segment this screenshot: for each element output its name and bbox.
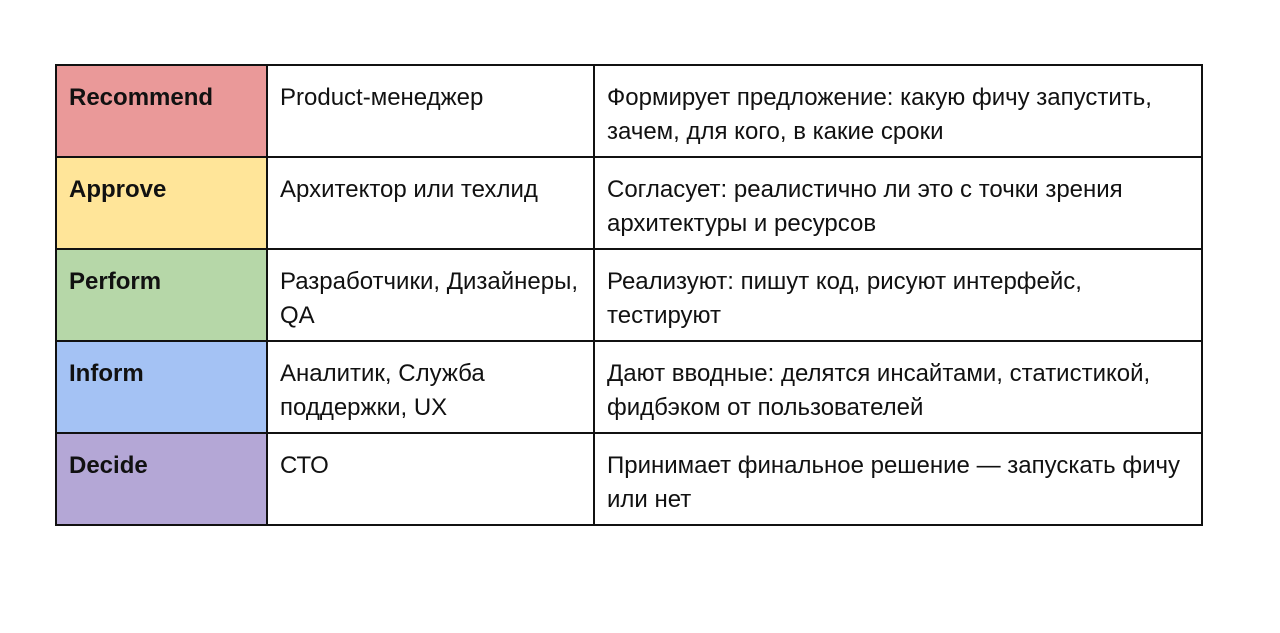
description-cell: Принимает финальное решение — запускать фичу или нет (594, 433, 1202, 525)
table-row-inform (56, 341, 1202, 433)
role-cell: Approve (56, 157, 267, 249)
who-cell: Архитектор или техлид (267, 157, 594, 249)
description-cell: Реализуют: пишут код, рисуют интерфейс, тестируют (594, 249, 1202, 341)
description-cell: Дают вводные: делятся инсайтами, статистикой, фидбэком от пользователей (594, 341, 1202, 433)
table-row-decide (56, 433, 1202, 525)
role-cell: Recommend (56, 65, 267, 157)
role-cell: Perform (56, 249, 267, 341)
role-cell: Decide (56, 433, 267, 525)
table-row-perform (56, 249, 1202, 341)
who-cell: СТО (267, 433, 594, 525)
description-cell: Формирует предложение: какую фичу запустить, зачем, для кого, в какие сроки (594, 65, 1202, 157)
description-cell: Согласует: реалистично ли это с точки зрения архитектуры и ресурсов (594, 157, 1202, 249)
role-cell: Inform (56, 341, 267, 433)
who-cell: Product-менеджер (267, 65, 594, 157)
table-row-approve (56, 157, 1202, 249)
who-cell: Разработчики, Дизайнеры, QA (267, 249, 594, 341)
who-cell: Аналитик, Служба поддержки, UX (267, 341, 594, 433)
rapid-roles-table (55, 64, 1203, 526)
table-row-recommend (56, 65, 1202, 157)
